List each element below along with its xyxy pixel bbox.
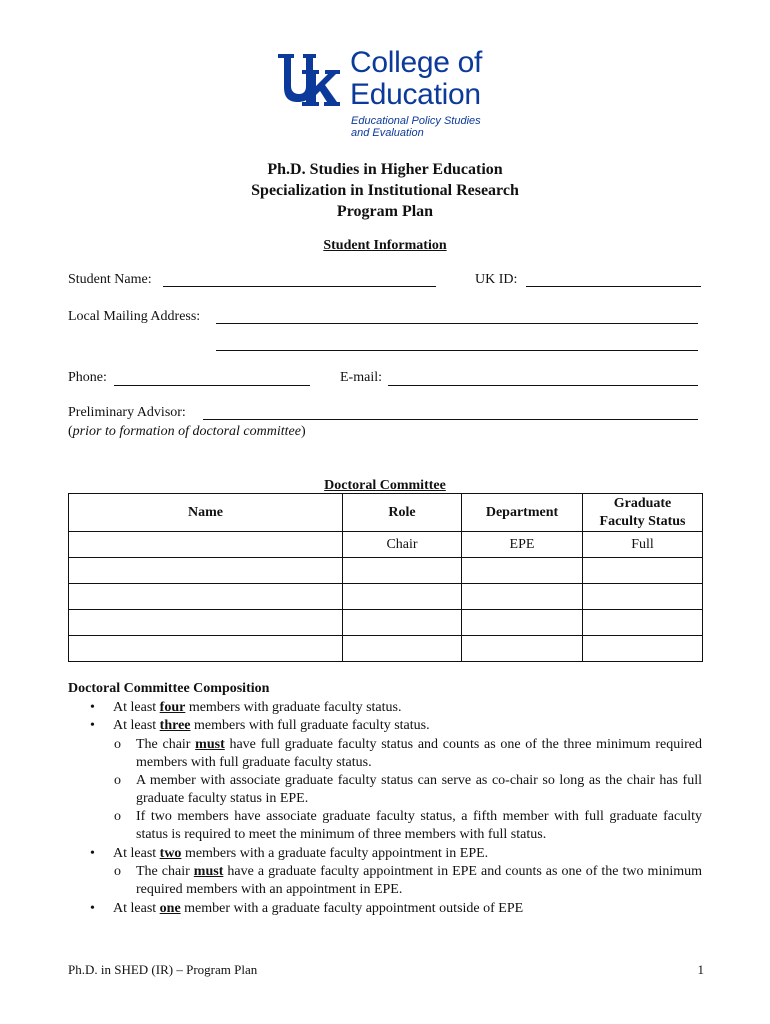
list-item-text-pre: At least <box>113 846 160 861</box>
committee-heading: Doctoral Committee <box>324 478 446 493</box>
sub-bullet-icon: o <box>114 773 121 788</box>
list-item-text-pre: At least <box>113 718 160 733</box>
advisor-note <box>68 424 306 440</box>
page-number: 1 <box>697 962 704 977</box>
advisor-field[interactable] <box>203 419 698 420</box>
department-column-header: Department <box>462 494 583 532</box>
list-item-text <box>113 845 702 863</box>
member-status-cell[interactable] <box>583 584 703 610</box>
document-title-line1: Ph.D. Studies in Higher Education <box>267 161 503 178</box>
member-name-cell[interactable] <box>69 558 343 584</box>
list-item-text-post: members with graduate faculty status. <box>185 700 402 715</box>
sub-list-item-text-post: have a graduate faculty appointment in EPE and counts as one of the two minimum required members with an appointment in EPE. <box>136 864 703 897</box>
logo-college-text: College of <box>350 46 483 79</box>
sub-list-item-text <box>136 863 702 898</box>
member-department-cell[interactable] <box>462 636 583 662</box>
bullet-icon: • <box>90 846 95 861</box>
logo-department-line2: and Evaluation <box>351 127 424 139</box>
faculty-status-header-line1: Graduate <box>613 495 672 511</box>
document-title-line2: Specialization in Institutional Research <box>251 182 519 199</box>
committee-table <box>68 493 703 662</box>
list-item-text-post: members with a graduate faculty appointment in EPE. <box>181 846 489 861</box>
mailing-address-label: Local Mailing Address: <box>68 309 201 324</box>
bullet-icon: • <box>90 700 95 715</box>
sub-bullet-icon: o <box>114 864 121 879</box>
list-item-emphasis: two <box>159 846 182 861</box>
student-info-heading: Student Information <box>323 238 447 253</box>
mailing-address-field-line1[interactable] <box>216 323 698 324</box>
sub-list-item-emphasis: must <box>195 737 225 752</box>
sub-list-item-text-pre: The chair <box>136 864 194 879</box>
sub-list-item-text-post: have full graduate faculty status and counts as one of the three minimum required members with full graduate faculty status. <box>136 737 702 770</box>
sub-list-item-text: A member with associate graduate faculty status can serve as co-chair so long as the chair has full graduate faculty status in EPE. <box>136 773 702 806</box>
member-role-cell[interactable] <box>343 558 462 584</box>
member-role-cell[interactable] <box>343 636 462 662</box>
member-role-cell[interactable] <box>343 610 462 636</box>
sub-list-item-text <box>136 736 702 771</box>
sub-bullet-icon: o <box>114 809 121 824</box>
table-row <box>69 532 703 558</box>
list-item-text-post: member with a graduate faculty appointment outside of EPE <box>180 901 524 916</box>
email-label: E-mail: <box>340 370 382 385</box>
member-department-cell[interactable] <box>462 610 583 636</box>
member-department-cell[interactable] <box>462 584 583 610</box>
name-column-header: Name <box>69 494 343 532</box>
composition-heading: Doctoral Committee Composition <box>68 681 270 696</box>
table-row <box>69 558 703 584</box>
logo-education-text: Education <box>350 78 481 111</box>
member-department-cell[interactable] <box>462 558 583 584</box>
uk-logo-icon <box>278 52 340 108</box>
list-item-emphasis: three <box>159 718 191 733</box>
member-status-cell[interactable] <box>583 558 703 584</box>
sub-list-item-text: If two members have associate graduate faculty status, a fifth member with full graduate faculty status is required to meet the minimum of three members with full status. <box>136 809 702 842</box>
member-role-cell[interactable]: Chair <box>343 532 462 558</box>
bullet-icon: • <box>90 718 95 733</box>
ukid-field[interactable] <box>526 286 701 287</box>
footer-text: Ph.D. in SHED (IR) – Program Plan <box>68 962 258 977</box>
member-name-cell[interactable] <box>69 532 343 558</box>
list-item-text <box>113 699 702 717</box>
member-name-cell[interactable] <box>69 636 343 662</box>
member-name-cell[interactable] <box>69 610 343 636</box>
advisor-label: Preliminary Advisor: <box>68 405 186 420</box>
list-item-text-pre: At least <box>113 901 160 916</box>
committee-header-row <box>69 494 703 532</box>
member-department-cell[interactable]: EPE <box>462 532 583 558</box>
member-name-cell[interactable] <box>69 584 343 610</box>
document-title-line3: Program Plan <box>336 203 434 220</box>
sub-list-item-text-pre: The chair <box>136 737 196 752</box>
advisor-note-text: prior to formation of doctoral committee <box>72 424 301 439</box>
member-status-cell[interactable]: Full <box>583 532 703 558</box>
bullet-icon: • <box>90 901 95 916</box>
advisor-note-close-paren: ) <box>300 424 306 439</box>
faculty-status-header-line2: Faculty Status <box>599 513 686 529</box>
phone-field[interactable] <box>114 385 310 386</box>
student-name-field[interactable] <box>163 286 436 287</box>
logo-department-line1: Educational Policy Studies <box>351 115 481 127</box>
college-logo <box>278 46 508 146</box>
table-row <box>69 636 703 662</box>
email-field[interactable] <box>388 385 698 386</box>
student-name-label: Student Name: <box>68 272 152 287</box>
table-row <box>69 610 703 636</box>
list-item-emphasis: four <box>159 700 186 715</box>
member-status-cell[interactable] <box>583 636 703 662</box>
ukid-label: UK ID: <box>475 272 518 287</box>
advisor-note-open-paren: ( <box>68 424 73 439</box>
faculty-status-column-header <box>583 494 703 532</box>
member-status-cell[interactable] <box>583 610 703 636</box>
table-row <box>69 584 703 610</box>
sub-list-item-emphasis: must <box>193 864 224 879</box>
list-item-text-pre: At least <box>113 700 160 715</box>
list-item-text <box>113 717 702 735</box>
list-item-text-post: members with full graduate faculty status. <box>190 718 430 733</box>
list-item-text <box>113 900 702 918</box>
phone-label: Phone: <box>68 370 107 385</box>
list-item-emphasis: one <box>159 901 181 916</box>
sub-bullet-icon: o <box>114 737 121 752</box>
role-column-header: Role <box>343 494 462 532</box>
member-role-cell[interactable] <box>343 584 462 610</box>
mailing-address-field-line2[interactable] <box>216 350 698 351</box>
